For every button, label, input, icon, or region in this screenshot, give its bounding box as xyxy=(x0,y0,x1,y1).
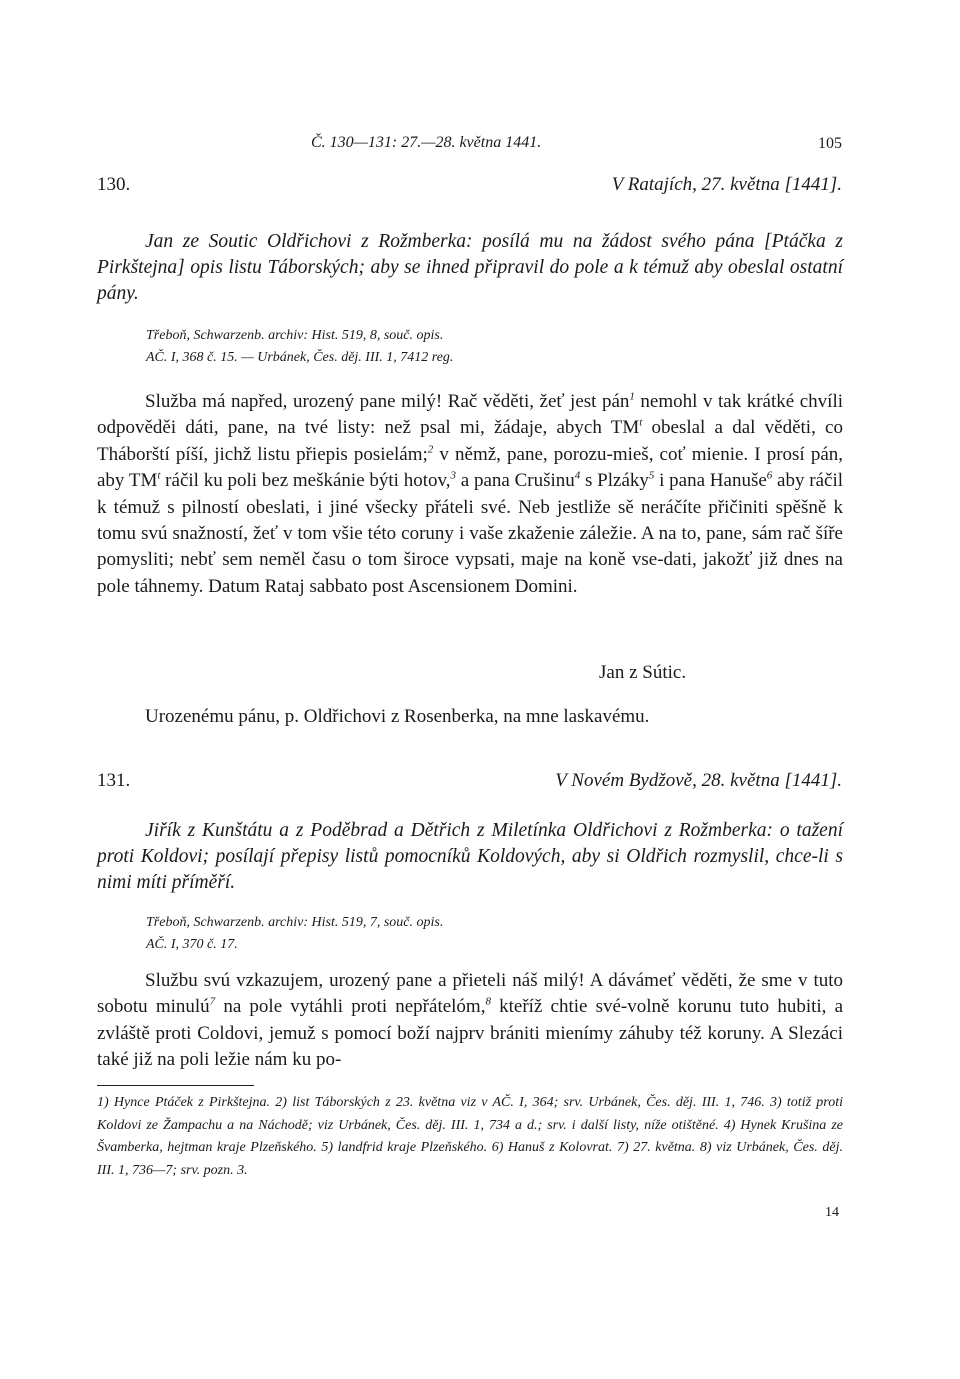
document-sources xyxy=(146,912,443,956)
text-run: Službu svú vzkazujem, urozený pane a přieteli náš milý! A dávámeť věděti, že sme v tuto sobotu minulú xyxy=(97,970,843,1018)
document-regest xyxy=(97,229,843,307)
document-place-date: V Novém Bydžově, 28. května [1441]. xyxy=(555,770,842,791)
page-number: 105 xyxy=(818,135,842,152)
address: Urozenému pánu, p. Oldřichovi z Rosenberka, na mne laskavému. xyxy=(145,706,650,727)
signature: Jan z Sútic. xyxy=(599,662,687,683)
source-line: Třeboň, Schwarzenb. archiv: Hist. 519, 7, souč. opis. xyxy=(146,915,444,930)
letter-text xyxy=(97,389,843,600)
footnote-ref: 5 xyxy=(648,469,655,482)
footnote-ref: 6 xyxy=(766,469,773,482)
text-run: na pole vytáhli proti nepřátelóm, xyxy=(215,996,486,1018)
text-run: obeslal a dal věděti, co Tháborští píší, jichž listu přiepis posielám; xyxy=(97,417,843,465)
text-run: v němž, pane, porozu-mieš, coť mienie. I prosí pán, aby TM xyxy=(97,443,843,492)
footnote-ref: 2 xyxy=(427,443,434,456)
document-sources xyxy=(146,325,453,369)
footnotes xyxy=(97,1092,843,1182)
document-number: 131. xyxy=(97,770,131,791)
source-line: AČ. I, 370 č. 17. xyxy=(146,937,238,952)
tm-mark: t xyxy=(157,469,161,482)
text-run: ráčil ku poli bez meškánie býti hotov, xyxy=(160,470,451,492)
text-run: s Plzáky xyxy=(580,470,649,492)
footnote-ref: 8 xyxy=(485,996,491,1009)
text-run: nemohl v tak krátké chvíli odpověděi dáti, pane, na tvé listy: než psal mi, žádaje, abych TM xyxy=(97,391,843,439)
footnote-ref: 1 xyxy=(629,390,635,403)
text-run: i pana Hanuše xyxy=(654,470,767,492)
footnote-ref: 4 xyxy=(574,469,581,482)
footnote-ref: 7 xyxy=(209,996,216,1009)
source-line: Třeboň, Schwarzenb. archiv: Hist. 519, 8, souč. opis. xyxy=(146,328,444,343)
running-head: Č. 130—131: 27.—28. května 1441. xyxy=(311,134,542,151)
document-number: 130. xyxy=(97,174,131,195)
text-run: aby ráčil k témuž s pilností obeslati, i jiné všecky přáteli své. Neb jestliže sě neráčíte přičiniti spěšně k tomu svú snažností, žeť v tom všie této coruny i vaše zkaženie záležie. A na to, pane, sám rač šíře pomysliti; nebť sem neměl času o tom široce vypsati, maje na koně vse-dati, jakožť již dnes na pole táhnemy. Datum Rataj sabbato post Ascensionem Domini. xyxy=(97,470,843,597)
printer-signature-mark: 14 xyxy=(825,1205,839,1220)
tm-mark: t xyxy=(639,417,643,430)
document-place-date: V Ratajích, 27. května [1441]. xyxy=(611,174,842,195)
source-line: AČ. I, 368 č. 15. — Urbánek, Čes. děj. III. 1, 7412 reg. xyxy=(146,350,454,365)
footnote-divider xyxy=(97,1085,254,1086)
regest-text: Jiřík z Kunštátu a z Poděbrad a Dětřich z Miletínka Oldřichovi z Rožmberka: o tažení proti Koldovi; posílají přepisy listů pomocníků Koldových, aby si Oldřich rozmyslil, chce-li s nimi míti příměří. xyxy=(97,820,843,893)
text-run: Služba má napřed, urozený pane milý! Rač věděti, žeť jest pán xyxy=(145,391,630,412)
regest-text: Jan ze Soutic Oldřichovi z Rožmberka: posílá mu na žádost svého pána [Ptáčka z Pirkštejna] opis listu Táborských; aby se ihned připravil do pole a k témuž aby obeslal ostatní pány. xyxy=(97,231,843,304)
text-run: a pana Crušinu xyxy=(456,470,575,492)
text-run: kteříž chtie své-volně korunu tuto hubiti, a zvláště proti Coldovi, jemuž s pomocí boží najprv brániti mienímy záhuby též koruny. A Slezáci také již na poli ležie nám ku po- xyxy=(97,996,843,1071)
letter-text xyxy=(97,968,843,1074)
footnote-ref: 3 xyxy=(450,469,457,482)
footnotes-text: 1) Hynce Ptáček z Pirkštejna. 2) list Táborských z 23. května viz v AČ. I, 364; srv. Urbánek, Čes. děj. III. 1, 746. 3) totiž proti Koldovi ze Žampachu a na Náchodě; viz Urbánek, Čes. děj. III. 1, 734 a d.; srv. i další listy, níže otištěné. 4) Hynek Krušina ze Švamberka, hejtman kraje Plzeňského. 5) landfrid kraje Plzeňského. 6) Hanuš z Kolovrat. 7) 27. května. 8) viz Urbánek, Čes. děj. III. 1, 736—7; srv. pozn. 3. xyxy=(97,1095,843,1178)
document-regest xyxy=(97,818,843,896)
